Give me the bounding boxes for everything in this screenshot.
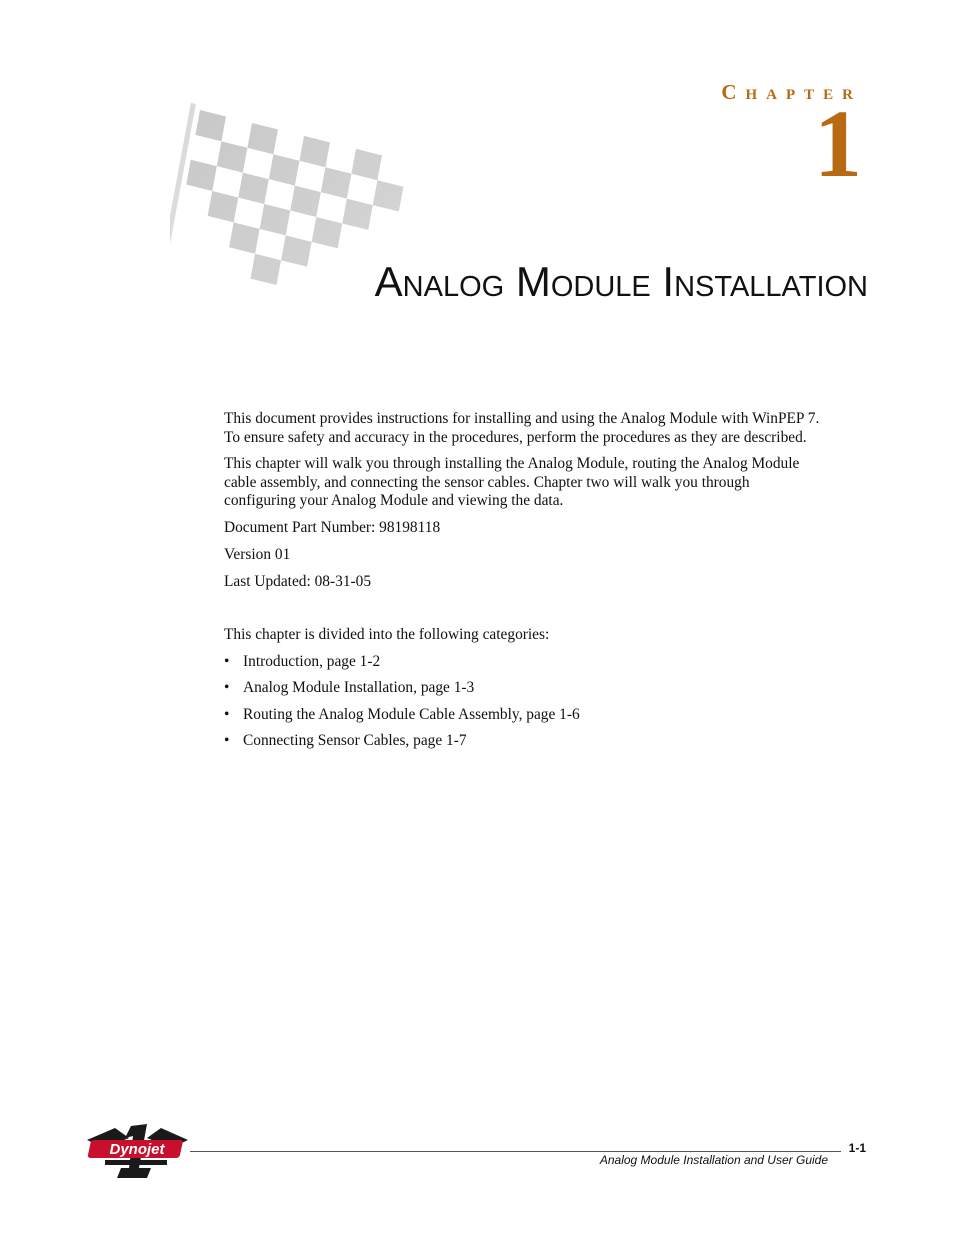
bullet-icon: • (224, 679, 230, 696)
intro-paragraph: This chapter will walk you through installing the Analog Module, routing the Analog Module cable assembly, and connecting the sensor cables. Chapter two will walk you through configuring your Analog Module and viewing the data. (224, 455, 800, 509)
categories-lead: This chapter is divided into the following categories: (224, 625, 550, 643)
dynojet-logo (85, 1122, 190, 1180)
checkered-flag-graphic (170, 95, 440, 385)
intro-paragraph: This document provides instructions for installing and using the Analog Module with WinPEP 7. To ensure safety and accuracy in the procedures, perform the procedures as they are described. (224, 410, 820, 446)
list-item (224, 679, 824, 697)
chapter-number: 1 (814, 90, 862, 197)
chapter-label: Chapter (721, 80, 862, 104)
document-version: Version 01 (224, 545, 291, 563)
list-item-text: Connecting Sensor Cables, page 1-7 (243, 732, 467, 749)
list-item-text: Routing the Analog Module Cable Assembly, page 1-6 (243, 705, 580, 723)
bullet-icon: • (224, 732, 230, 749)
categories-list (224, 653, 824, 751)
last-updated: Last Updated: 08-31-05 (224, 572, 372, 590)
bullet-icon: • (224, 652, 230, 670)
list-item (224, 706, 824, 724)
chapter-title: Analog Module Installation (374, 258, 868, 305)
document-part-number: Document Part Number: 98198118 (224, 518, 441, 536)
list-item (224, 732, 824, 750)
logo-wordmark: Dynojet (109, 1141, 165, 1158)
body-content (224, 410, 824, 759)
footer-rule (190, 1151, 841, 1152)
bullet-icon: • (224, 705, 230, 723)
list-item-text: Introduction, page 1-2 (243, 652, 381, 670)
footer-guide-title: Analog Module Installation and User Guide (599, 1153, 828, 1167)
list-item-text: Analog Module Installation, page 1-3 (243, 679, 475, 696)
page-number: 1-1 (848, 1141, 866, 1155)
list-item (224, 653, 824, 671)
